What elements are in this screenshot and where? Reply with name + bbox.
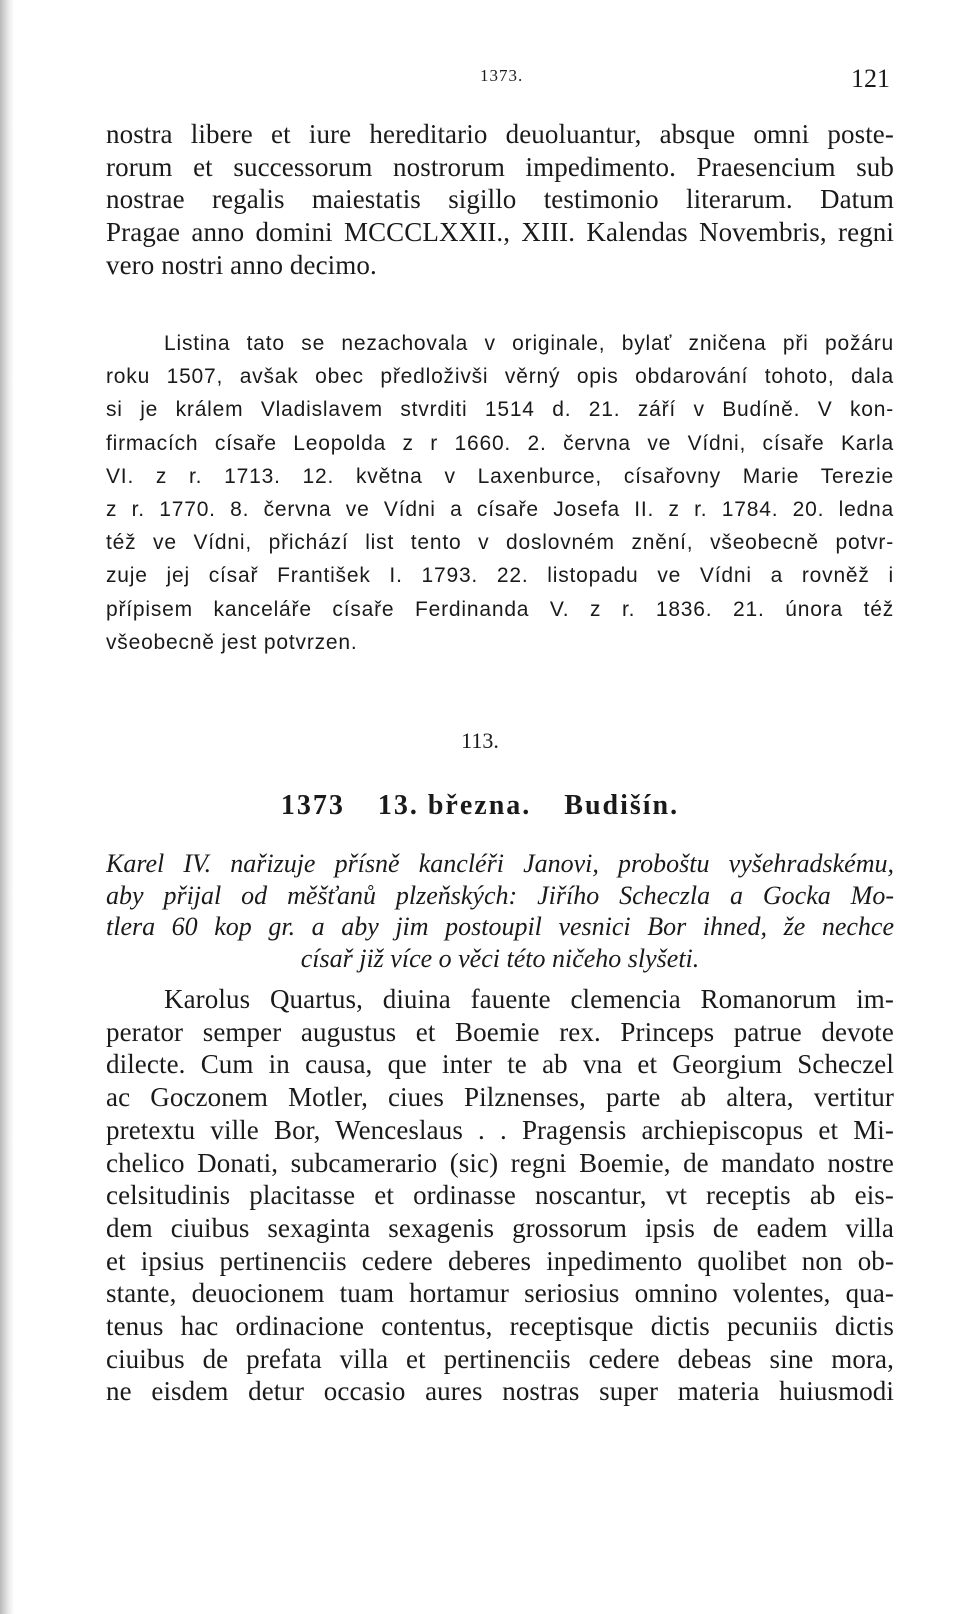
text-line: dem ciuibus sexaginta sexagenis grossorum ipsis de eadem villa (106, 1212, 894, 1243)
charter-date: 13. března. (377, 790, 532, 821)
text-line: zuje jej císař František I. 1793. 22. listopadu ve Vídni a rovněž i (106, 564, 894, 588)
charter-place: Budišín. (564, 790, 680, 821)
text-line: si je králem Vladislavem stvrditi 1514 d. 21. září v Budíně. V kon- (106, 398, 894, 422)
regest-line: aby přijal od měšťanů plzeňských: Jiřího Scheczla a Gocka Mo- (106, 880, 894, 910)
text-line: též ve Vídni, přichází list tento v doslovném znění, všeobecně potvr- (106, 531, 894, 555)
text-line: roku 1507, avšak obec předloživši věrný opis obdarování tohoto, dala (106, 365, 894, 389)
text-line: nostrae regalis maiestatis sigillo testimonio literarum. Datum (106, 184, 894, 215)
text-line: vero nostri anno decimo. (106, 249, 377, 280)
text-line: Pragae anno domini MCCCLXXII., XIII. Kalendas Novembris, regni (106, 217, 894, 248)
charter-regest (106, 848, 894, 974)
text-line: Karolus Quartus, diuina fauente clemencia Romanorum im- (164, 984, 894, 1014)
text-line: et ipsius pertinenciis cedere deberes inpedimento quolibet non ob- (106, 1245, 894, 1276)
text-line: firmacích císaře Leopolda z r 1660. 2. června ve Vídni, císaře Karla (106, 431, 894, 455)
text-line: tenus hac ordinacione contentus, receptisque dictis pecuniis dictis (106, 1311, 894, 1342)
regest-line: Karel IV. nařizuje přísně kancléři Janovi, proboštu vyšehradskému, (106, 849, 894, 878)
charter-dateline (0, 790, 960, 822)
text-line: perator semper augustus et Boemie rex. Princeps patrue devote (106, 1016, 894, 1047)
continuation-paragraph (106, 118, 894, 282)
text-line: ciuibus de prefata villa et pertinenciis cedere debeas sine mora, (106, 1343, 894, 1374)
text-line: nostra libere et iure hereditario deuoluantur, absque omni poste- (106, 119, 894, 149)
charter-number: 113. (461, 728, 499, 753)
text-line: stante, deuocionem tuam hortamur seriosius omnino volentes, qua- (106, 1278, 894, 1309)
page-header (0, 60, 960, 100)
text-line: přípisem kanceláře císaře Ferdinanda V. z r. 1836. 21. února též (106, 597, 894, 621)
text-line: chelico Donati, subcamerario (sic) regni Boemie, de mandato nostre (106, 1147, 894, 1178)
charter-text (106, 983, 894, 1408)
text-line: dilecte. Cum in causa, que inter te ab vna et Georgium Scheczel (106, 1049, 894, 1080)
text-line: pretextu ville Bor, Wenceslaus . . Pragensis archiepiscopus et Mi- (106, 1114, 894, 1145)
text-line: Listina tato se nezachovala v originale, bylať zničena při požáru (164, 332, 894, 355)
text-line: z r. 1770. 8. června ve Vídni a císaře Josefa II. z r. 1784. 20. ledna (106, 498, 894, 522)
text-line: celsitudinis placitasse et ordinasse noscantur, vt receptis ab eis- (106, 1180, 894, 1211)
text-line: VI. z r. 1713. 12. května v Laxenburce, císařovny Marie Terezie (106, 464, 894, 488)
editorial-note (106, 327, 894, 659)
regest-line: tlera 60 kop gr. a aby jim postoupil vesnici Bor ihned, že nechce (106, 912, 894, 941)
text-line: ac Goczonem Motler, ciues Pilznenses, parte ab altera, vertitur (106, 1082, 894, 1113)
running-head-year: 1373. (480, 66, 524, 85)
page-number: 121 (851, 64, 890, 93)
regest-line: císař již více o věci této ničeho slyšeti. (300, 943, 700, 973)
text-line: ne eisdem detur occasio aures nostras super materia huiusmodi (106, 1376, 894, 1407)
text-line: rorum et successorum nostrorum impedimento. Praesencium sub (106, 151, 894, 182)
text-line: všeobecně jest potvrzen. (106, 630, 358, 654)
charter-year: 1373 (280, 790, 345, 821)
